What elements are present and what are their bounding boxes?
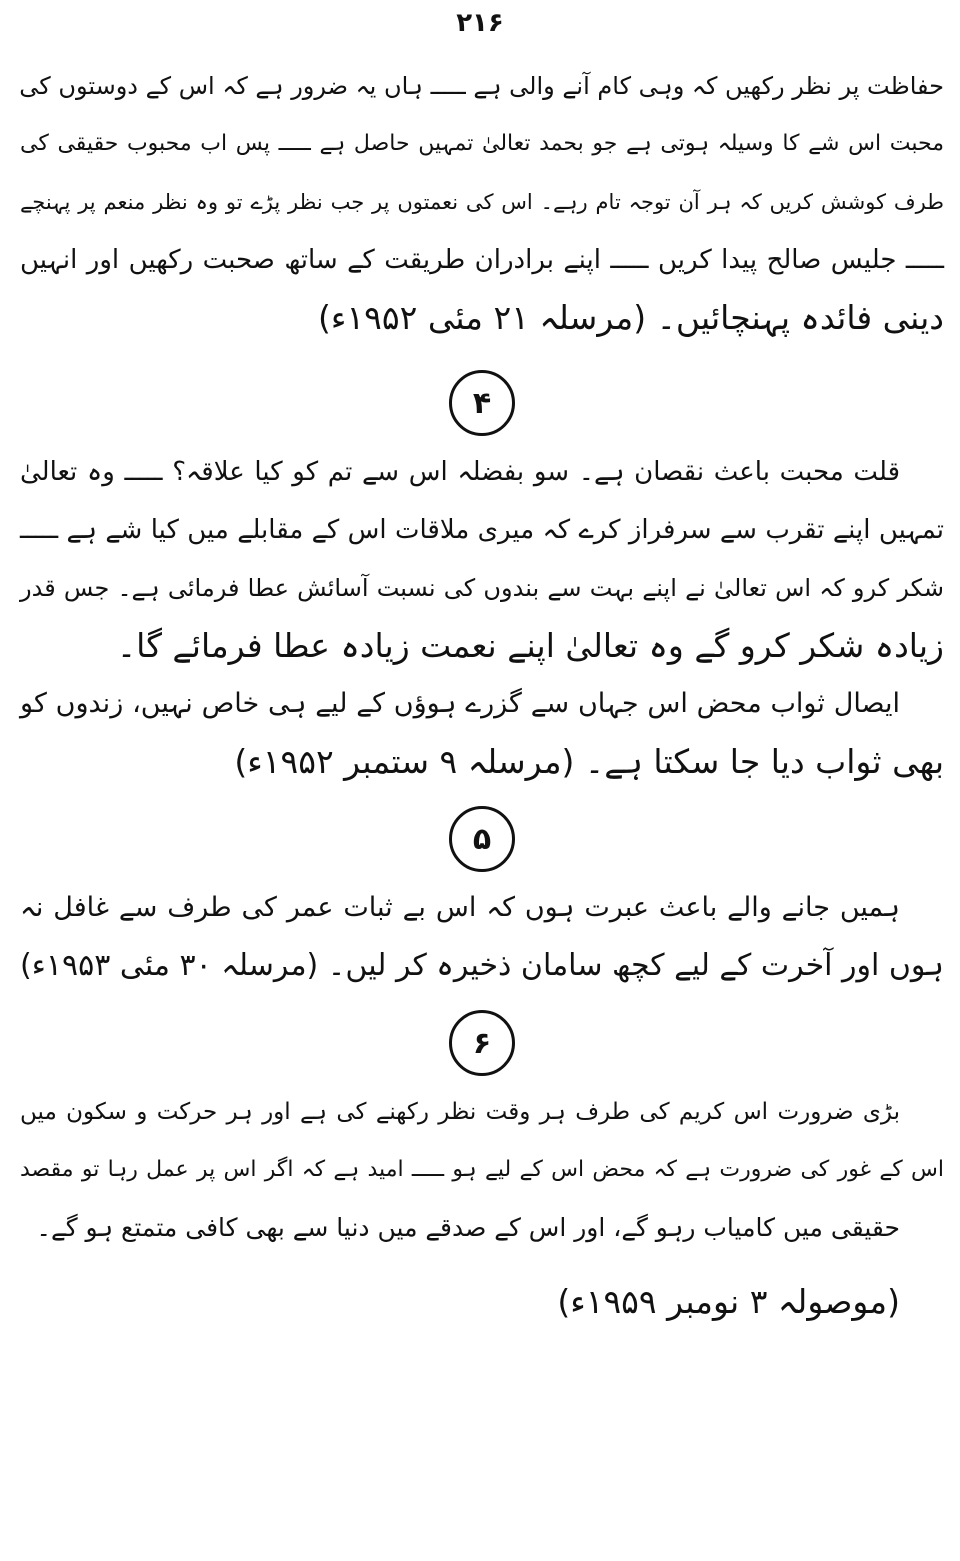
text-line: حقیقی میں کامیاب رہو گے، اور اس کے صدقے میں دنیا سے بھی کافی متمتع ہو گے۔ [36,1213,900,1242]
text-line: تمہیں اپنے تقرب سے سرفراز کرے کہ میری ملاقات اس کے مقابلے میں کیا شے ہے ـــــ [20,515,944,545]
text-line: اس کے غور کی ضرورت ہے کہ محض اس کے لیے ہو ـــــ امید ہے کہ اگر اس پر عمل رہا تو مقصد [20,1157,944,1182]
text-line: ایصال ثواب محض اس جہاں سے گزرے ہوؤں کے لیے ہی خاص نہیں، زندوں کو [20,688,900,719]
section-number-5: ۵ [449,806,515,872]
section-number-4: ۴ [449,370,515,436]
signature-date: (موصولہ ۳ نومبر ۱۹۵۹ء) [557,1282,900,1321]
text-line: بڑی ضرورت اس کریم کی طرف ہر وقت نظر رکھنے کی ہے اور ہر حرکت و سکون میں [20,1099,900,1125]
text-line: ـــــ جلیس صالح پیدا کریں ـــــ اپنے برادران طریقت کے ساتھ صحبت رکھیں اور انہیں [20,245,944,275]
text-line: ہمیں جانے والے باعث عبرت ہوں کہ اس بے ثبات عمر کی طرف سے غافل نہ [20,892,900,923]
text-line: حفاظت پر نظر رکھیں کہ وہی کام آنے والی ہے ـــــ ہاں یہ ضرور ہے کہ اس کے دوستوں کی [19,72,944,100]
section-number-6: ۶ [449,1010,515,1076]
text-line: دینی فائدہ پہنچائیں۔ (مرسلہ ۲۱ مئی ۱۹۵۲ء) [318,298,944,337]
text-line: شکر کرو کہ اس تعالیٰ نے اپنے بہت سے بندوں کی نسبت آسائش عطا فرمائی ہے۔ جس قدر [20,574,944,602]
text-line: ہوں اور آخرت کے لیے کچھ سامان ذخیرہ کر لیں۔ (مرسلہ ۳۰ مئی ۱۹۵۳ء) [20,948,944,983]
text-line: محبت اس شے کا وسیلہ ہوتی ہے جو بحمد تعالیٰ تمہیں حاصل ہے ـــــ پس اب محبوب حقیقی کی [20,131,944,156]
text-line: طرف کوشش کریں کہ ہر آن توجہ تام رہے۔ اس کی نعمتوں پر جب نظر پڑے تو وہ نظر منعم پر پہنچے [20,190,944,214]
text-line: بھی ثواب دیا جا سکتا ہے۔ (مرسلہ ۹ ستمبر ۱۹۵۲ء) [234,742,944,781]
text-line: زیادہ شکر کرو گے وہ تعالیٰ اپنے نعمت زیادہ عطا فرمائے گا۔ [116,626,944,665]
text-line: قلت محبت باعث نقصان ہے۔ سو بفضلہ اس سے تم کو کیا علاقہ؟ ـــــ وہ تعالیٰ [20,457,900,487]
page-number: ۲۱۶ [456,8,504,38]
